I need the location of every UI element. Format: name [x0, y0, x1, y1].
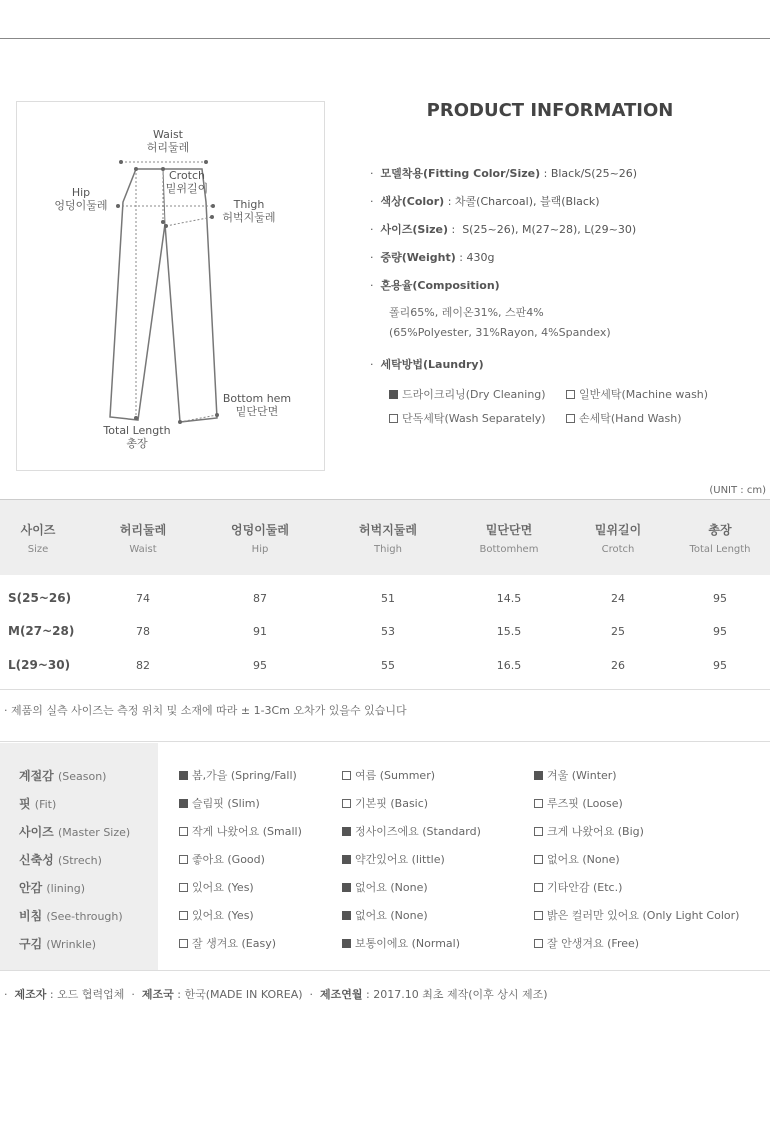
checkbox-empty-icon [179, 939, 188, 948]
feature-option [179, 907, 254, 923]
feature-option-label: 보통이에요 (Normal) [355, 937, 461, 950]
feature-option [179, 935, 276, 951]
crotch-ko: 밑위길이 [165, 182, 209, 195]
feature-label [19, 795, 56, 812]
hip-en: Hip [71, 186, 91, 199]
feature-label-ko: 핏 [19, 797, 31, 811]
column-header-en: Bottomhem [479, 544, 539, 555]
feature-option-label: 크게 나왔어요 (Big) [547, 825, 644, 838]
column-header-en: Crotch [601, 544, 635, 555]
size-table-cell: 14.5 [496, 592, 522, 605]
laundry-option [566, 386, 708, 402]
checkbox-empty-icon [566, 414, 575, 423]
feature-label-en: (Strech) [57, 854, 102, 867]
size-table-bottom-line [0, 689, 770, 690]
laundry-label: 손세탁(Hand Wash) [579, 412, 682, 425]
laundry-option [389, 386, 546, 402]
size-table-cell: 95 [713, 659, 727, 672]
feature-label [19, 879, 85, 896]
size-table-cell: 55 [381, 659, 395, 672]
column-header-ko: 허벅지둘레 [359, 523, 417, 537]
column-header-ko: 사이즈 [20, 523, 56, 537]
feature-option-label: 루즈핏 (Loose) [547, 797, 623, 810]
checkbox-checked-icon [342, 883, 351, 892]
laundry-label: 드라이크리닝(Dry Cleaning) [402, 388, 546, 401]
checkbox-empty-icon [342, 771, 351, 780]
diagram-label-waist [143, 128, 193, 154]
feature-option-label: 여름 (Summer) [355, 769, 436, 782]
size-table-cell: 95 [253, 659, 267, 672]
size-table-cell: 74 [136, 592, 150, 605]
pants-measurement-diagram [16, 101, 325, 471]
hip-ko: 엉덩이둘레 [54, 199, 108, 212]
manufacturing-info: · 제조자 : 오드 협력업체 · 제조국 : 한국(MADE IN KOREA) · 제조연월 : 2017.10 최초 제작(이후 상시 제조) [4, 988, 548, 1001]
laundry-label: 일반세탁(Machine wash) [579, 388, 709, 401]
feature-option-label: 좋아요 (Good) [192, 853, 265, 866]
size-table-cell: 82 [136, 659, 150, 672]
feature-option-label: 슬림핏 (Slim) [192, 797, 260, 810]
column-header-ko: 밑위길이 [594, 523, 642, 537]
info-size: · 사이즈(Size) : S(25~26), M(27~28), L(29~30) [370, 223, 637, 236]
laundry-label: 단독세탁(Wash Separately) [402, 412, 546, 425]
laundry-key: 세탁방법(Laundry) [380, 358, 484, 371]
date-value: 2017.10 최초 제작(이후 상시 제조) [373, 988, 548, 1001]
feature-option-label: 잘 생겨요 (Easy) [192, 937, 277, 950]
checkbox-empty-icon [179, 911, 188, 920]
feature-option [179, 767, 297, 783]
checkbox-checked-icon [534, 771, 543, 780]
checkbox-checked-icon [342, 855, 351, 864]
feature-option [342, 795, 428, 811]
checkbox-empty-icon [566, 390, 575, 399]
info-laundry: · 세탁방법(Laundry) [370, 358, 484, 371]
size-table-cell: 53 [381, 625, 395, 638]
feature-label [19, 851, 102, 868]
size-table-column-header [93, 521, 193, 555]
feature-option [179, 823, 302, 839]
feature-table-bottom-line [0, 970, 770, 971]
feature-option [342, 823, 481, 839]
diagram-label-thigh [217, 198, 281, 224]
size-table-cell: 25 [611, 625, 625, 638]
info-color: · 색상(Color) : 차콜(Charcoal), 블랙(Black) [370, 195, 600, 208]
feature-option-label: 겨울 (Winter) [547, 769, 617, 782]
weight-key: 중량(Weight) [380, 251, 456, 264]
diagram-label-hip [51, 186, 111, 212]
feature-option-label: 봄,가을 (Spring/Fall) [192, 769, 297, 782]
country-key: 제조국 [141, 988, 174, 1001]
size-table-cell: 16.5 [496, 659, 522, 672]
column-header-ko: 밑단단면 [485, 523, 533, 537]
checkbox-empty-icon [534, 939, 543, 948]
bottom-hem-ko: 밑단단면 [235, 405, 279, 418]
size-table-cell: 78 [136, 625, 150, 638]
feature-label-ko: 계절감 [19, 769, 54, 783]
size-table-cell: 15.5 [496, 625, 522, 638]
thigh-en: Thigh [233, 198, 265, 211]
checkbox-checked-icon [179, 799, 188, 808]
total-length-ko: 총장 [126, 437, 148, 450]
waist-en: Waist [152, 128, 183, 141]
feature-table-top-line [0, 741, 770, 742]
size-row-label: S(25~26) [8, 591, 72, 605]
checkbox-checked-icon [342, 911, 351, 920]
column-header-ko: 총장 [708, 523, 732, 537]
checkbox-empty-icon [179, 855, 188, 864]
checkbox-empty-icon [534, 827, 543, 836]
feature-option [342, 767, 435, 783]
column-header-en: Total Length [689, 544, 751, 555]
checkbox-empty-icon [534, 911, 543, 920]
maker-key: 제조자 [14, 988, 47, 1001]
checkbox-empty-icon [534, 883, 543, 892]
feature-label-en: (Fit) [34, 798, 57, 811]
column-header-ko: 엉덩이둘레 [231, 523, 289, 537]
waist-ko: 허리둘레 [146, 141, 190, 154]
bottom-hem-en: Bottom hem [222, 392, 292, 405]
feature-label-en: (Master Size) [57, 826, 131, 839]
feature-option [534, 851, 620, 867]
composition-line-2: (65%Polyester, 31%Rayon, 4%Spandex) [389, 326, 611, 339]
size-table-cell: 95 [713, 625, 727, 638]
info-weight: · 중량(Weight) : 430g [370, 251, 495, 264]
size-table-cell: 91 [253, 625, 267, 638]
feature-label [19, 767, 106, 784]
product-info-title: PRODUCT INFORMATION [426, 100, 674, 121]
unit-label: (UNIT : cm) [709, 485, 766, 496]
checkbox-empty-icon [389, 414, 398, 423]
feature-option [342, 879, 428, 895]
feature-option [179, 795, 260, 811]
size-key: 사이즈(Size) [380, 223, 448, 236]
feature-label [19, 935, 96, 952]
checkbox-empty-icon [534, 799, 543, 808]
column-header-ko: 허리둘레 [119, 523, 167, 537]
feature-option-label: 약간있어요 (little) [355, 853, 445, 866]
composition-line-1: 폴리65%, 레이온31%, 스판4% [389, 306, 544, 319]
feature-label-ko: 구김 [19, 937, 43, 951]
feature-option-label: 잘 안생겨요 (Free) [547, 937, 640, 950]
top-divider [0, 38, 770, 39]
feature-option-label: 작게 나왔어요 (Small) [192, 825, 302, 838]
checkbox-empty-icon [342, 799, 351, 808]
maker-value: 오드 협력업체 [57, 988, 125, 1001]
feature-option-label: 없어요 (None) [355, 881, 428, 894]
feature-option-label: 밝은 컬러만 있어요 (Only Light Color) [547, 909, 740, 922]
feature-option [534, 935, 639, 951]
color-key: 색상(Color) [380, 195, 445, 208]
composition-key: 혼용율(Composition) [380, 279, 500, 292]
checkbox-empty-icon [534, 855, 543, 864]
feature-label-ko: 신축성 [19, 853, 54, 867]
size-table-cell: 87 [253, 592, 267, 605]
feature-label-ko: 안감 [19, 881, 43, 895]
thigh-ko: 허벅지둘레 [222, 211, 276, 224]
feature-option [342, 907, 428, 923]
feature-label-en: (lining) [46, 882, 86, 895]
info-fitting: · 모델착용(Fitting Color/Size) : Black/S(25~26) [370, 167, 638, 180]
feature-label [19, 907, 123, 924]
size-table-column-header [0, 521, 78, 555]
checkbox-empty-icon [179, 827, 188, 836]
size-table-column-header [333, 521, 443, 555]
feature-option [534, 823, 644, 839]
size-row-label: L(29~30) [8, 658, 71, 672]
size-row-label: M(27~28) [8, 624, 75, 638]
feature-option [534, 907, 739, 923]
checkbox-checked-icon [342, 939, 351, 948]
checkbox-checked-icon [389, 390, 398, 399]
column-header-en: Hip [251, 544, 269, 555]
checkbox-empty-icon [179, 883, 188, 892]
feature-option-label: 없어요 (None) [355, 909, 428, 922]
feature-option [179, 851, 265, 867]
color-value: 차콜(Charcoal), 블랙(Black) [454, 195, 600, 208]
feature-option [534, 767, 617, 783]
size-table-cell: 26 [611, 659, 625, 672]
feature-option-label: 없어요 (None) [547, 853, 620, 866]
feature-label-ko: 사이즈 [19, 825, 54, 839]
feature-option [534, 879, 622, 895]
feature-option [534, 795, 623, 811]
total-length-en: Total Length [103, 424, 171, 437]
checkbox-checked-icon [179, 771, 188, 780]
column-header-en: Waist [129, 544, 157, 555]
info-composition: · 혼용율(Composition) [370, 279, 500, 292]
feature-label-ko: 비침 [19, 909, 43, 923]
feature-label-en: (See-through) [46, 910, 123, 923]
feature-label-en: (Season) [57, 770, 107, 783]
weight-value: 430g [466, 251, 495, 264]
feature-option-label: 정사이즈에요 (Standard) [355, 825, 481, 838]
column-header-en: Size [27, 544, 49, 555]
size-table-cell: 95 [713, 592, 727, 605]
size-table-cell: 24 [611, 592, 625, 605]
fitting-value: Black/S(25~26) [550, 167, 638, 180]
feature-option-label: 기본핏 (Basic) [355, 797, 429, 810]
feature-label-en: (Wrinkle) [46, 938, 97, 951]
column-header-en: Thigh [374, 544, 402, 555]
date-key: 제조연월 [320, 988, 363, 1001]
feature-option-label: 있어요 (Yes) [192, 909, 254, 922]
country-value: 한국(MADE IN KOREA) [184, 988, 303, 1001]
laundry-option [389, 410, 546, 426]
size-table-column-header [454, 521, 564, 555]
size-table-column-header [205, 521, 315, 555]
checkbox-checked-icon [342, 827, 351, 836]
diagram-label-bottom-hem [221, 392, 293, 418]
size-table-cell: 51 [381, 592, 395, 605]
laundry-option [566, 410, 682, 426]
size-value: S(25~26), M(27~28), L(29~30) [462, 223, 637, 236]
size-note: · 제품의 실측 사이즈는 측정 위치 및 소재에 따라 ± 1-3Cm 오차가 있을수 있습니다 [4, 704, 407, 717]
size-table-column-header [665, 521, 770, 555]
diagram-label-total-length [97, 424, 177, 450]
feature-option-label: 기타안감 (Etc.) [547, 881, 623, 894]
feature-option [342, 851, 445, 867]
feature-option [342, 935, 460, 951]
feature-option-label: 있어요 (Yes) [192, 881, 254, 894]
feature-label [19, 823, 130, 840]
fitting-key: 모델착용(Fitting Color/Size) [380, 167, 541, 180]
crotch-en: Crotch [168, 169, 206, 182]
feature-option [179, 879, 254, 895]
size-table-column-header [568, 521, 668, 555]
diagram-label-crotch [165, 169, 209, 195]
